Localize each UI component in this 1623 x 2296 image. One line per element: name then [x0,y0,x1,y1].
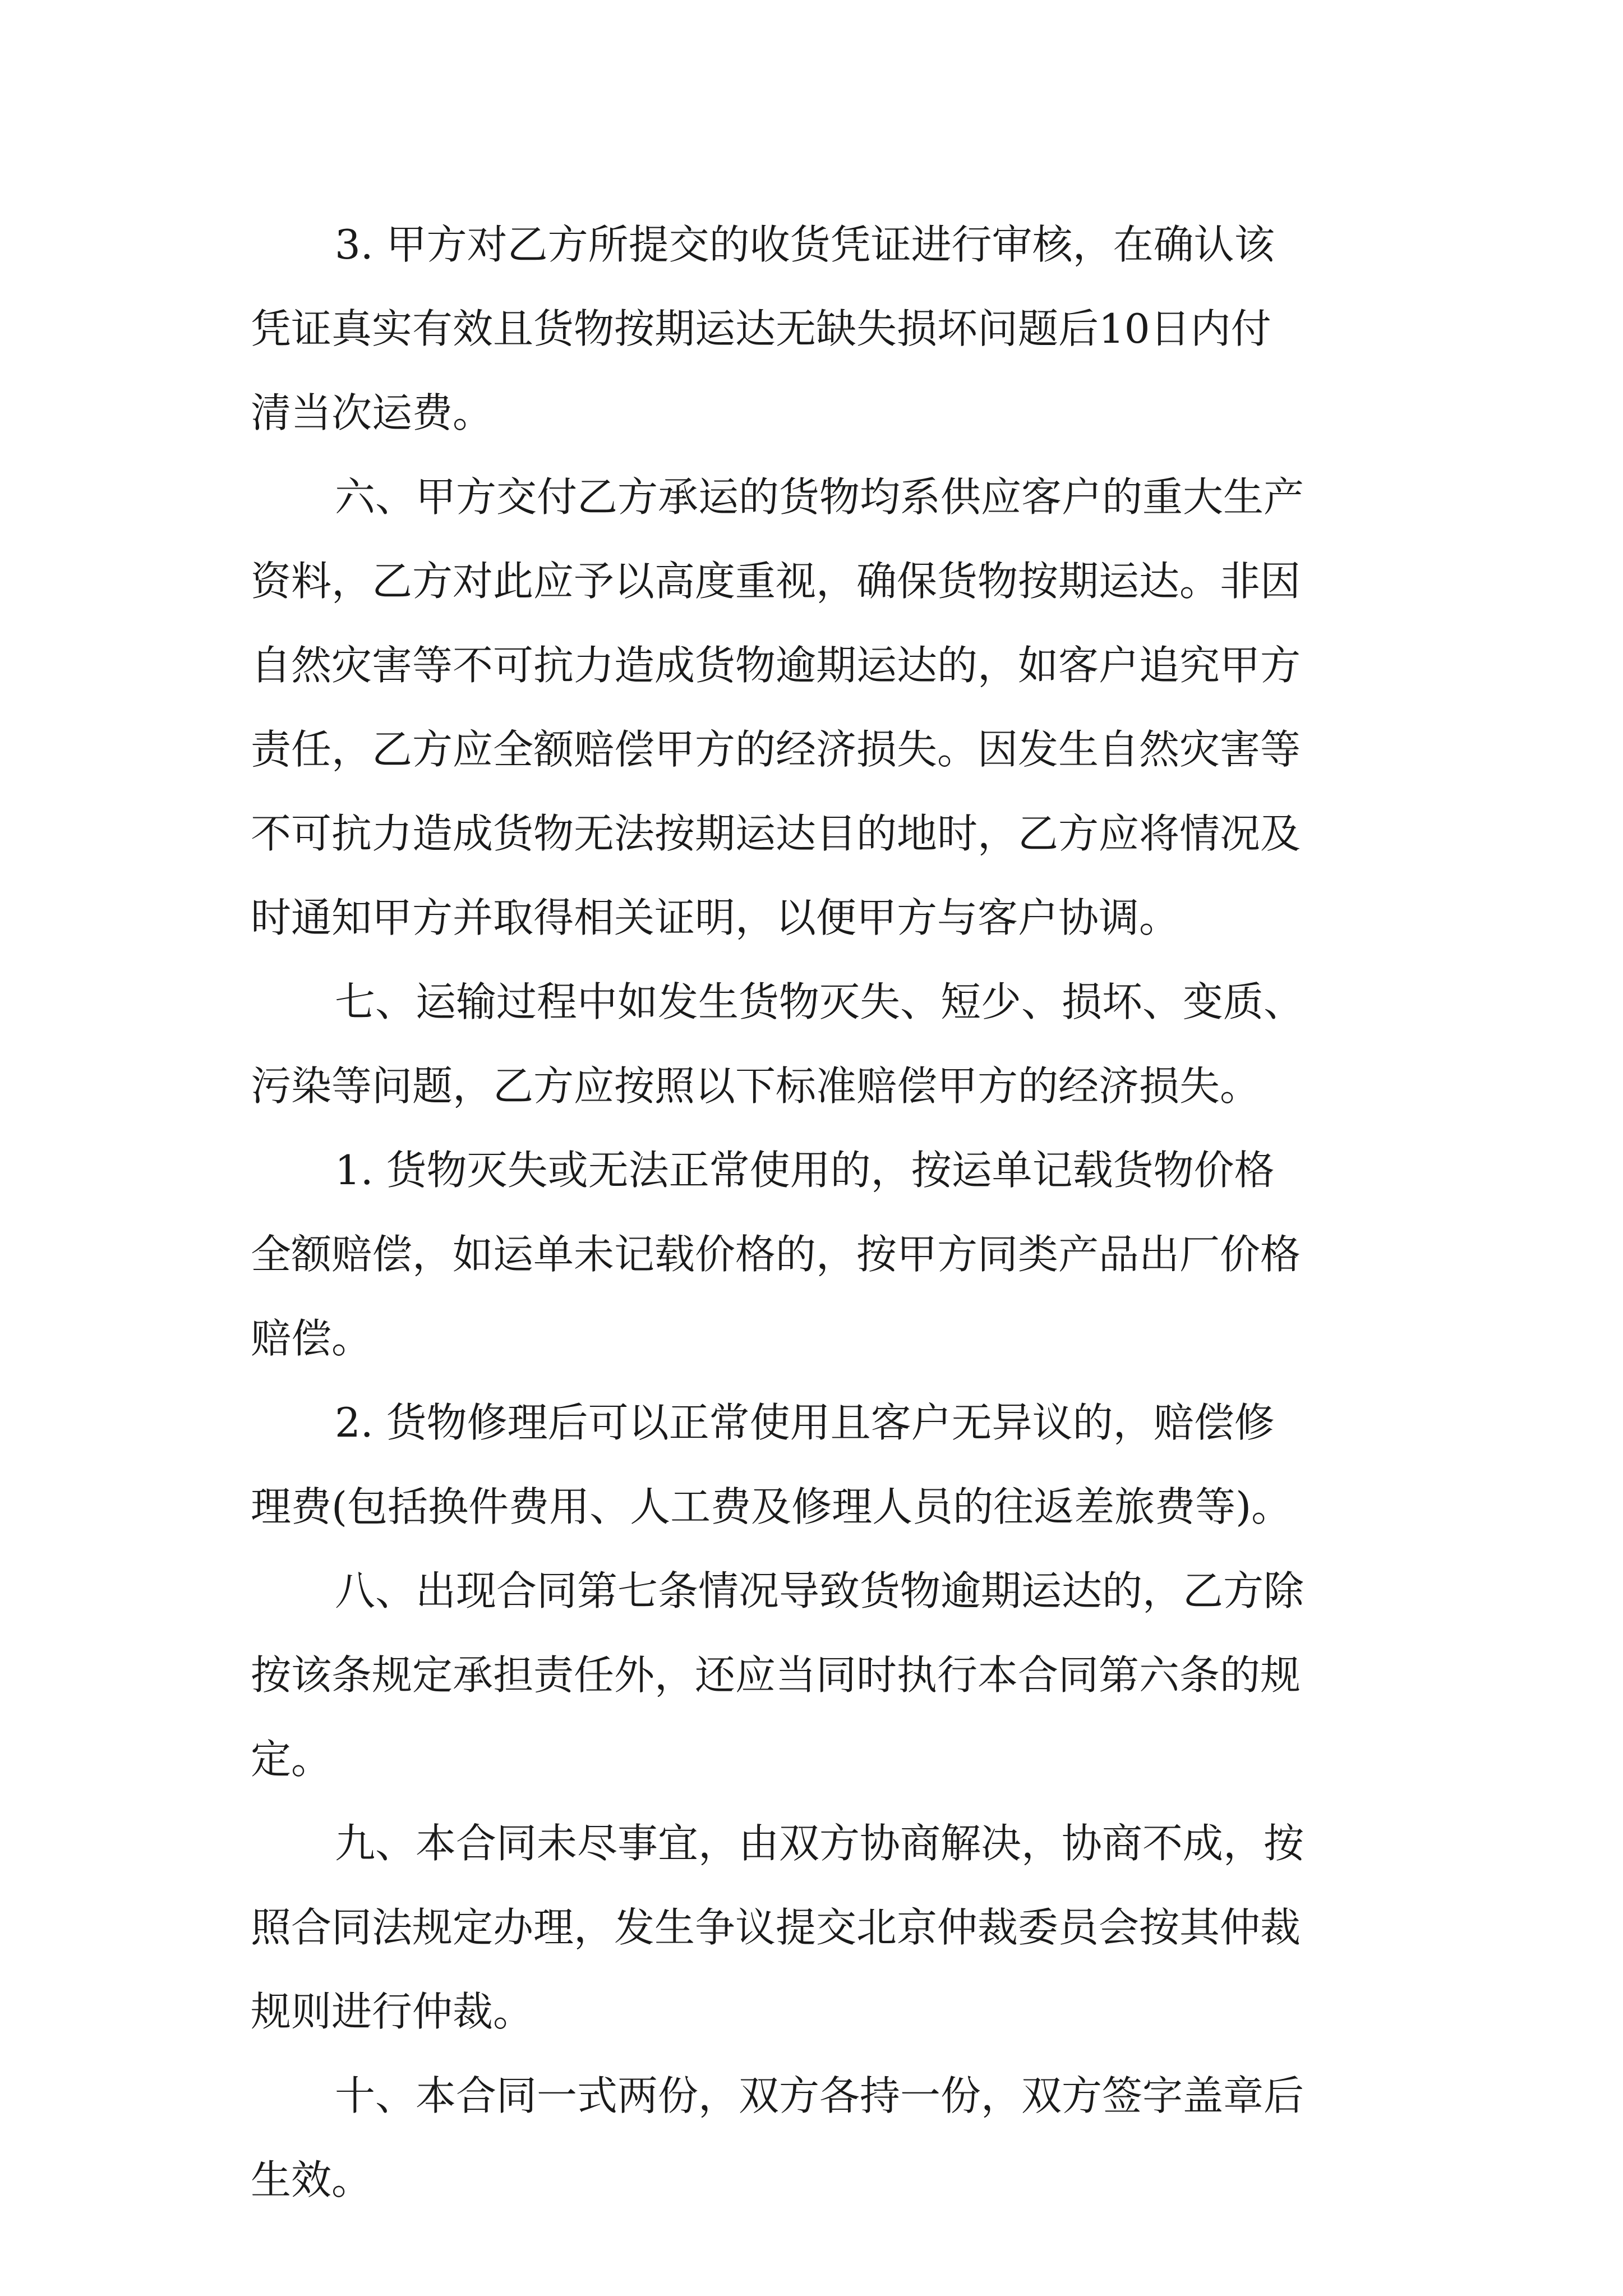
text-line: 照合同法规定办理，发生争议提交北京仲裁委员会按其仲裁 [251,1904,1301,1951]
text-line: 不可抗力造成货物无法按期运达目的地时，乙方应将情况及 [251,810,1301,857]
text-line: 生效。 [251,2156,372,2203]
text-line: 全额赔偿，如运单未记载价格的，按甲方同类产品出厂价格 [251,1231,1301,1278]
text-line: 九、本合同未尽事宜，由双方协商解决，协商不成，按 [335,1820,1304,1867]
text-line: 六、甲方交付乙方承运的货物均系供应客户的重大生产 [335,473,1304,521]
text-line: 1. 货物灭失或无法正常使用的，按运单记载货物价格 [335,1147,1275,1194]
text-line: 按该条规定承担责任外，还应当同时执行本合同第六条的规 [251,1651,1301,1699]
text-line: 时通知甲方并取得相关证明，以便甲方与客户协调。 [251,894,1180,941]
text-line: 责任，乙方应全额赔偿甲方的经济损失。因发生自然灾害等 [251,726,1301,773]
text-line: 资料，乙方对此应予以高度重视，确保货物按期运达。非因 [251,558,1301,605]
text-line: 八、出现合同第七条情况导致货物逾期运达的，乙方除 [335,1567,1304,1614]
text-line: 七、运输过程中如发生货物灭失、短少、损坏、变质、 [335,978,1304,1025]
text-line: 十、本合同一式两份，双方各持一份，双方签字盖章后 [335,2072,1304,2119]
text-line: 2. 货物修理后可以正常使用且客户无异议的，赔偿修 [335,1399,1275,1446]
text-line: 凭证真实有效且货物按期运达无缺失损坏问题后10日内付 [251,305,1271,352]
text-line: 污染等问题，乙方应按照以下标准赔偿甲方的经济损失。 [251,1062,1261,1110]
text-line: 规则进行仲裁。 [251,1988,534,2035]
text-line: 定。 [251,1736,332,1783]
text-line: 3. 甲方对乙方所提交的收货凭证进行审核，在确认该 [335,221,1275,268]
text-line: 赔偿。 [251,1315,372,1362]
text-line: 理费(包括换件费用、人工费及修理人员的往返差旅费等)。 [251,1483,1292,1530]
text-line: 清当次运费。 [251,389,494,436]
text-line: 自然灾害等不可抗力造成货物逾期运达的，如客户追究甲方 [251,642,1301,689]
